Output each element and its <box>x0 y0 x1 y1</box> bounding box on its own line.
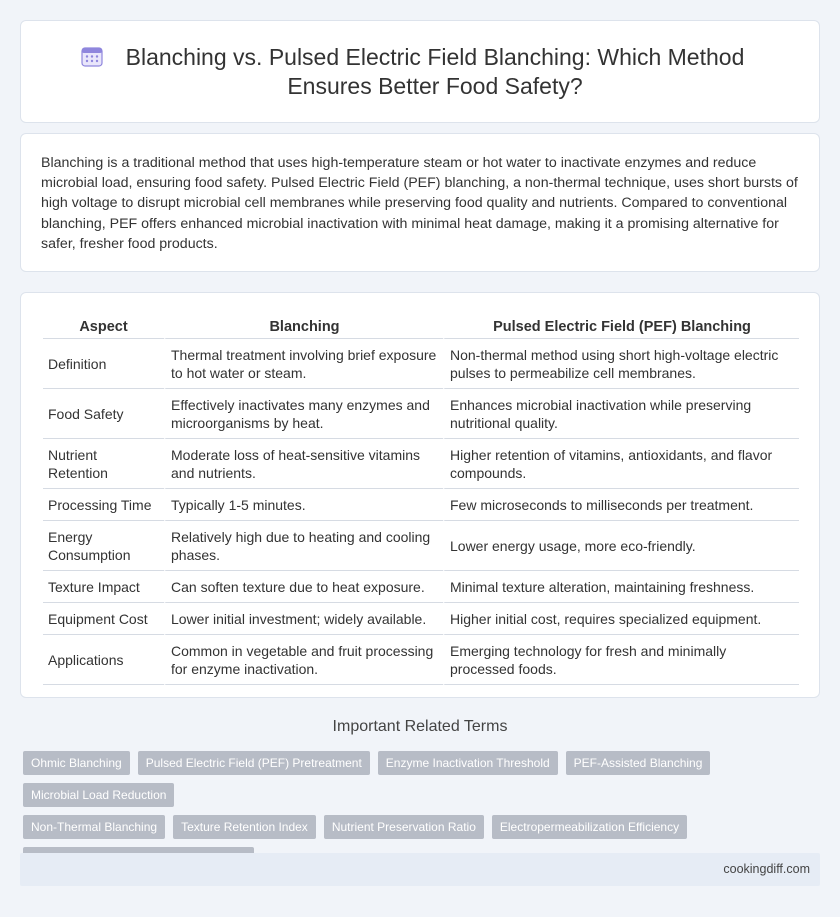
cell-blanching: Common in vegetable and fruit processing for enzyme inactivation. <box>164 635 443 685</box>
cell-aspect: Nutrient Retention <box>43 439 164 489</box>
comparison-table <box>43 316 799 685</box>
intro-card <box>20 133 820 272</box>
cell-pef: Enhances microbial inactivation while preserving nutritional quality. <box>443 389 799 439</box>
cell-aspect: Processing Time <box>43 489 164 521</box>
header-blanching: Blanching <box>164 316 443 339</box>
table-header-row <box>43 316 799 339</box>
cell-blanching: Effectively inactivates many enzymes and microorganisms by heat. <box>164 389 443 439</box>
header-aspect: Aspect <box>43 316 164 339</box>
footer <box>20 853 820 886</box>
cell-aspect: Definition <box>43 339 164 389</box>
table-row <box>43 439 799 489</box>
table-row <box>43 521 799 571</box>
related-term-tag[interactable]: Enzyme Inactivation Threshold <box>378 751 558 775</box>
intro-paragraph: Blanching is a traditional method that uses high-temperature steam or hot water to inactivate enzymes and reduce microbial load, ensuring food safety. Pulsed Electric Field (PEF) blanching, a non-thermal technique, uses short bursts of high voltage to disrupt microbial cell membranes while preserving food quality and nutrients. Compared to conventional blanching, PEF offers enhanced microbial inactivation with minimal heat damage, making it a promising alternative for safer, fresher food products. <box>41 155 798 252</box>
footer-site[interactable]: cookingdiff.com <box>723 862 810 876</box>
cell-pef: Lower energy usage, more eco-friendly. <box>443 521 799 571</box>
cell-blanching: Relatively high due to heating and cooling phases. <box>164 521 443 571</box>
page-title: Blanching vs. Pulsed Electric Field Blanching: Which Method Ensures Better Food Safety? <box>125 44 745 99</box>
related-term-tag[interactable]: Electropermeabilization Efficiency <box>492 815 687 839</box>
title-card <box>20 20 820 123</box>
cell-pef: Higher retention of vitamins, antioxidants, and flavor compounds. <box>443 439 799 489</box>
related-term-tag[interactable]: Ohmic Blanching <box>23 751 130 775</box>
cell-blanching: Moderate loss of heat-sensitive vitamins and nutrients. <box>164 439 443 489</box>
table-row <box>43 635 799 685</box>
cell-pef: Minimal texture alteration, maintaining freshness. <box>443 571 799 603</box>
cell-aspect: Applications <box>43 635 164 685</box>
comparison-card <box>20 292 820 698</box>
table-row <box>43 339 799 389</box>
related-term-tag[interactable]: Pulsed Electric Field (PEF) Pretreatment <box>138 751 370 775</box>
related-term-tag[interactable]: PEF-Assisted Blanching <box>566 751 711 775</box>
related-term-tag[interactable]: Texture Retention Index <box>173 815 316 839</box>
table-row <box>43 489 799 521</box>
cell-blanching: Typically 1-5 minutes. <box>164 489 443 521</box>
cell-pef: Few microseconds to milliseconds per treatment. <box>443 489 799 521</box>
header-pef: Pulsed Electric Field (PEF) Blanching <box>443 316 799 339</box>
cell-aspect: Energy Consumption <box>43 521 164 571</box>
cell-aspect: Texture Impact <box>43 571 164 603</box>
related-term-tag[interactable]: Microbial Load Reduction <box>23 783 174 807</box>
related-terms-title: Important Related Terms <box>332 718 508 735</box>
cell-pef: Non-thermal method using short high-voltage electric pulses to permeabilize cell membranes. <box>443 339 799 389</box>
table-row <box>43 571 799 603</box>
cell-blanching: Lower initial investment; widely available. <box>164 603 443 635</box>
cell-blanching: Thermal treatment involving brief exposure to hot water or steam. <box>164 339 443 389</box>
cell-blanching: Can soften texture due to heat exposure. <box>164 571 443 603</box>
cell-pef: Emerging technology for fresh and minimally processed foods. <box>443 635 799 685</box>
cell-aspect: Food Safety <box>43 389 164 439</box>
table-row <box>43 389 799 439</box>
related-term-tag[interactable]: Non-Thermal Blanching <box>23 815 165 839</box>
related-term-tag[interactable]: Nutrient Preservation Ratio <box>324 815 484 839</box>
table-row <box>43 603 799 635</box>
cell-pef: Higher initial cost, requires specialized equipment. <box>443 603 799 635</box>
cell-aspect: Equipment Cost <box>43 603 164 635</box>
